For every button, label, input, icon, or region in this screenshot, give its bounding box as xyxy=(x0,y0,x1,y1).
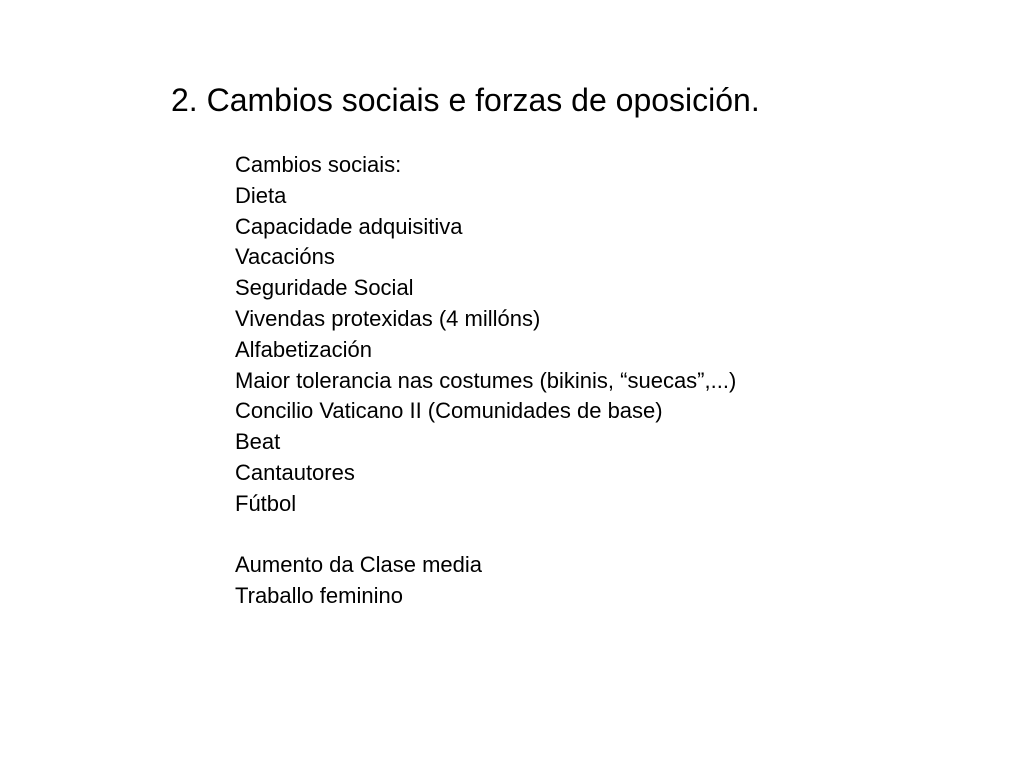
body-line-concilio-vaticano: Concilio Vaticano II (Comunidades de base) xyxy=(235,398,663,424)
body-line-futbol: Fútbol xyxy=(235,490,297,516)
body-line-alfabetizacion: Alfabetización xyxy=(235,336,372,362)
body-line-cambios-sociais-heading: Cambios sociais: xyxy=(235,152,402,177)
body-line-seguridade-social: Seguridade Social xyxy=(235,275,414,301)
body-line-blank-spacer xyxy=(235,520,995,551)
body-line-cantautores: Cantautores xyxy=(235,459,355,485)
body-line-beat: Beat xyxy=(235,429,281,455)
body-line-traballo-feminino: Traballo feminino xyxy=(235,583,403,609)
body-line-capacidade-adquisitiva: Capacidade adquisitiva xyxy=(235,213,463,239)
body-line-dieta: Dieta xyxy=(235,182,287,208)
body-line-maior-tolerancia: Maior tolerancia nas costumes (bikinis, “suecas”,...) xyxy=(235,367,737,393)
body-line-vacacions: Vacacións xyxy=(235,244,335,270)
body-line-aumento-clase-media: Aumento da Clase media xyxy=(235,552,483,578)
slide-body xyxy=(235,150,995,612)
slide-title: 2. Cambios sociais e forzas de oposición. xyxy=(171,82,760,118)
body-line-vivendas-protexidas: Vivendas protexidas (4 millóns) xyxy=(235,305,541,331)
